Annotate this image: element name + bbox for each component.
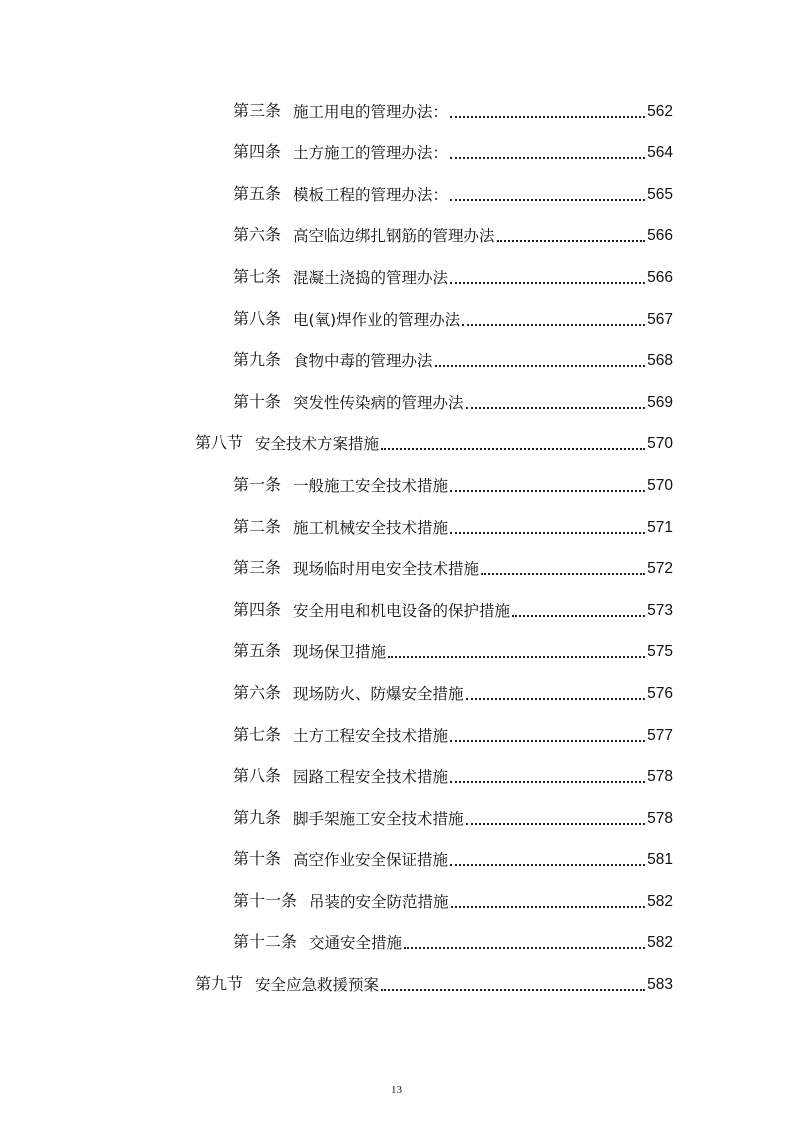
- toc-dot-leader: [450, 116, 645, 118]
- toc-article-entry: [0, 506, 673, 548]
- toc-entry-title: 安全应急救援预案: [255, 976, 380, 995]
- toc-entry-page: 562: [647, 102, 673, 120]
- toc-article-entry: [0, 256, 673, 298]
- toc-article-entry: [0, 215, 673, 257]
- toc-entry-title: 现场保卫措施: [293, 643, 387, 662]
- toc-entry-title: 土方施工的管理办法：: [293, 144, 449, 163]
- toc-entry-title: 现场防火、防爆安全措施: [293, 684, 464, 703]
- toc-entry-title: 现场临时用电安全技术措施: [293, 560, 480, 579]
- toc-dot-leader: [451, 906, 646, 908]
- toc-entry-title: 安全用电和机电设备的保护措施: [293, 601, 511, 620]
- toc-dot-leader: [450, 781, 645, 783]
- toc-section-entry: [0, 963, 673, 1005]
- toc-article-entry: [0, 340, 673, 382]
- toc-entry-number: 第九条: [233, 809, 282, 827]
- toc-dot-leader: [450, 532, 645, 534]
- toc-article-entry: [0, 298, 673, 340]
- toc-entry-page: 572: [647, 560, 673, 578]
- toc-dot-leader: [450, 740, 645, 742]
- toc-entry-number: 第三条: [233, 560, 282, 578]
- toc-entry-page: 569: [647, 393, 673, 411]
- toc-article-entry: [0, 381, 673, 423]
- toc-entry-page: 577: [647, 726, 673, 744]
- toc-entry-number: 第八节: [195, 435, 244, 453]
- toc-article-entry: [0, 922, 673, 964]
- toc-entry-number: 第七条: [233, 268, 282, 286]
- toc-article-entry: [0, 90, 673, 132]
- toc-entry-title: 模板工程的管理办法：: [293, 185, 449, 204]
- toc-article-entry: [0, 839, 673, 881]
- table-of-contents: [0, 90, 793, 1005]
- toc-entry-number: 第十二条: [233, 934, 298, 952]
- toc-article-entry: [0, 797, 673, 839]
- toc-dot-leader: [466, 698, 646, 700]
- toc-entry-number: 第六条: [233, 684, 282, 702]
- toc-article-entry: [0, 548, 673, 590]
- toc-entry-page: 570: [647, 476, 673, 494]
- toc-entry-number: 第五条: [233, 185, 282, 203]
- toc-entry-page: 570: [647, 435, 673, 453]
- toc-entry-title: 土方工程安全技术措施: [293, 726, 449, 745]
- toc-entry-page: 576: [647, 684, 673, 702]
- toc-entry-title: 高空作业安全保证措施: [293, 851, 449, 870]
- toc-entry-page: 568: [647, 352, 673, 370]
- toc-entry-page: 565: [647, 185, 673, 203]
- toc-entry-page: 583: [647, 976, 673, 994]
- toc-article-entry: [0, 173, 673, 215]
- toc-dot-leader: [381, 448, 645, 450]
- toc-entry-page: 582: [647, 934, 673, 952]
- toc-entry-number: 第九节: [195, 976, 244, 994]
- toc-dot-leader: [450, 490, 645, 492]
- toc-entry-page: 573: [647, 601, 673, 619]
- toc-entry-number: 第五条: [233, 643, 282, 661]
- toc-entry-page: 571: [647, 518, 673, 536]
- toc-entry-title: 吊装的安全防范措施: [309, 892, 449, 911]
- toc-entry-title: 施工机械安全技术措施: [293, 518, 449, 537]
- toc-entry-number: 第七条: [233, 726, 282, 744]
- toc-dot-leader: [466, 823, 646, 825]
- toc-entry-number: 第一条: [233, 476, 282, 494]
- toc-entry-page: 567: [647, 310, 673, 328]
- toc-article-entry: [0, 631, 673, 673]
- toc-entry-title: 交通安全措施: [309, 934, 403, 953]
- toc-entry-title: 园路工程安全技术措施: [293, 768, 449, 787]
- toc-entry-title: 高空临边绑扎钢筋的管理办法: [293, 227, 495, 246]
- toc-entry-number: 第六条: [233, 227, 282, 245]
- toc-entry-page: 581: [647, 851, 673, 869]
- toc-entry-number: 第三条: [233, 102, 282, 120]
- toc-section-entry: [0, 423, 673, 465]
- toc-entry-title: 突发性传染病的管理办法: [293, 393, 464, 412]
- toc-article-entry: [0, 589, 673, 631]
- toc-entry-page: 564: [647, 144, 673, 162]
- toc-entry-number: 第九条: [233, 352, 282, 370]
- toc-entry-page: 578: [647, 809, 673, 827]
- toc-entry-title: 一般施工安全技术措施: [293, 476, 449, 495]
- toc-dot-leader: [512, 615, 645, 617]
- toc-entry-number: 第十一条: [233, 892, 298, 910]
- toc-dot-leader: [450, 864, 645, 866]
- toc-entry-number: 第四条: [233, 601, 282, 619]
- page-number: 13: [391, 1084, 402, 1096]
- toc-dot-leader: [450, 199, 645, 201]
- toc-dot-leader: [466, 407, 646, 409]
- toc-dot-leader: [450, 157, 645, 159]
- toc-article-entry: [0, 756, 673, 798]
- toc-entry-page: 566: [647, 227, 673, 245]
- toc-dot-leader: [381, 989, 645, 991]
- toc-entry-number: 第二条: [233, 518, 282, 536]
- toc-dot-leader: [481, 573, 645, 575]
- toc-entry-number: 第十条: [233, 393, 282, 411]
- toc-article-entry: [0, 464, 673, 506]
- toc-entry-title: 安全技术方案措施: [255, 435, 380, 454]
- toc-article-entry: [0, 132, 673, 174]
- toc-article-entry: [0, 714, 673, 756]
- toc-entry-page: 575: [647, 643, 673, 661]
- toc-entry-number: 第四条: [233, 144, 282, 162]
- toc-dot-leader: [497, 240, 646, 242]
- toc-dot-leader: [435, 365, 646, 367]
- toc-entry-page: 566: [647, 268, 673, 286]
- toc-entry-title: 脚手架施工安全技术措施: [293, 809, 464, 828]
- toc-entry-title: 施工用电的管理办法：: [293, 102, 449, 121]
- toc-article-entry: [0, 672, 673, 714]
- toc-dot-leader: [450, 282, 645, 284]
- toc-dot-leader: [404, 947, 645, 949]
- toc-entry-title: 电(氧)焊作业的管理办法: [293, 310, 461, 329]
- toc-entry-number: 第八条: [233, 768, 282, 786]
- toc-entry-page: 578: [647, 768, 673, 786]
- toc-entry-title: 混凝土浇捣的管理办法: [293, 268, 449, 287]
- toc-entry-page: 582: [647, 892, 673, 910]
- toc-dot-leader: [462, 324, 645, 326]
- toc-entry-title: 食物中毒的管理办法: [293, 352, 433, 371]
- toc-entry-number: 第八条: [233, 310, 282, 328]
- toc-article-entry: [0, 880, 673, 922]
- toc-dot-leader: [388, 656, 645, 658]
- toc-entry-number: 第十条: [233, 851, 282, 869]
